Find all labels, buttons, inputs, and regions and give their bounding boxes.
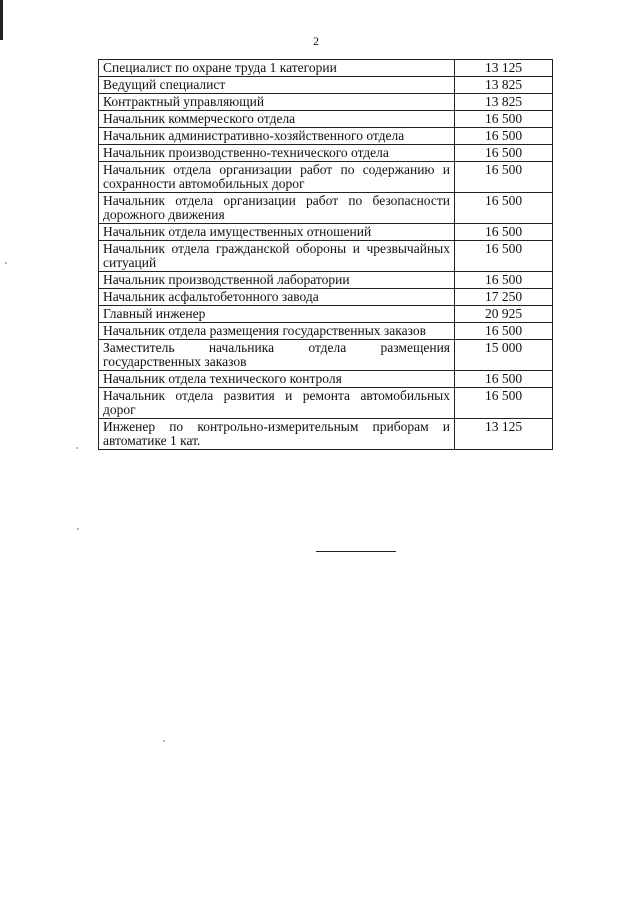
table-row [99, 162, 553, 193]
position-cell: Начальник коммерческого отдела [99, 111, 455, 128]
position-cell: Инженер по контрольно-измерительным приборам и автоматике 1 кат. [99, 419, 455, 450]
position-cell: Начальник асфальтобетонного завода [99, 289, 455, 306]
position-cell: Начальник производственной лаборатории [99, 272, 455, 289]
amount-cell: 16 500 [455, 272, 553, 289]
table-row [99, 388, 553, 419]
amount-cell: 16 500 [455, 128, 553, 145]
table-row [99, 272, 553, 289]
amount-cell: 16 500 [455, 145, 553, 162]
table-row [99, 340, 553, 371]
scan-speck [76, 447, 78, 449]
position-cell: Начальник отдела гражданской обороны и чрезвычайных ситуаций [99, 241, 455, 272]
position-cell: Начальник отдела технического контроля [99, 371, 455, 388]
position-cell: Начальник отдела размещения государственных заказов [99, 323, 455, 340]
position-cell: Специалист по охране труда 1 категории [99, 60, 455, 77]
amount-cell: 16 500 [455, 111, 553, 128]
position-cell: Начальник отдела организации работ по содержанию и сохранности автомобильных дорог [99, 162, 455, 193]
amount-cell: 16 500 [455, 323, 553, 340]
table-row [99, 224, 553, 241]
table-row [99, 371, 553, 388]
amount-cell: 20 925 [455, 306, 553, 323]
amount-cell: 13 125 [455, 419, 553, 450]
table-row [99, 145, 553, 162]
amount-cell: 16 500 [455, 371, 553, 388]
amount-cell: 16 500 [455, 193, 553, 224]
position-cell: Начальник административно-хозяйственного отдела [99, 128, 455, 145]
position-cell: Главный инженер [99, 306, 455, 323]
amount-cell: 15 000 [455, 340, 553, 371]
table-row [99, 193, 553, 224]
table-row [99, 306, 553, 323]
amount-cell: 13 125 [455, 60, 553, 77]
amount-cell: 13 825 [455, 94, 553, 111]
table-row [99, 241, 553, 272]
scan-speck [5, 262, 7, 264]
table-row [99, 128, 553, 145]
position-cell: Ведущий специалист [99, 77, 455, 94]
amount-cell: 16 500 [455, 224, 553, 241]
table-row [99, 289, 553, 306]
scan-speck [77, 528, 79, 530]
position-cell: Контрактный управляющий [99, 94, 455, 111]
table-row [99, 94, 553, 111]
closing-rule [316, 551, 396, 552]
position-cell: Начальник отдела развития и ремонта автомобильных дорог [99, 388, 455, 419]
position-cell: Начальник отдела имущественных отношений [99, 224, 455, 241]
table-row [99, 111, 553, 128]
amount-cell: 17 250 [455, 289, 553, 306]
table-row [99, 60, 553, 77]
amount-cell: 16 500 [455, 241, 553, 272]
table-row [99, 419, 553, 450]
amount-cell: 16 500 [455, 162, 553, 193]
position-cell: Заместитель начальника отдела размещения государственных заказов [99, 340, 455, 371]
position-cell: Начальник отдела организации работ по безопасности дорожного движения [99, 193, 455, 224]
amount-cell: 16 500 [455, 388, 553, 419]
table-row [99, 77, 553, 94]
amount-cell: 13 825 [455, 77, 553, 94]
page-number: 2 [313, 34, 319, 48]
salary-table [98, 59, 553, 450]
scan-speck [163, 740, 165, 742]
position-cell: Начальник производственно-технического отдела [99, 145, 455, 162]
table-row [99, 323, 553, 340]
